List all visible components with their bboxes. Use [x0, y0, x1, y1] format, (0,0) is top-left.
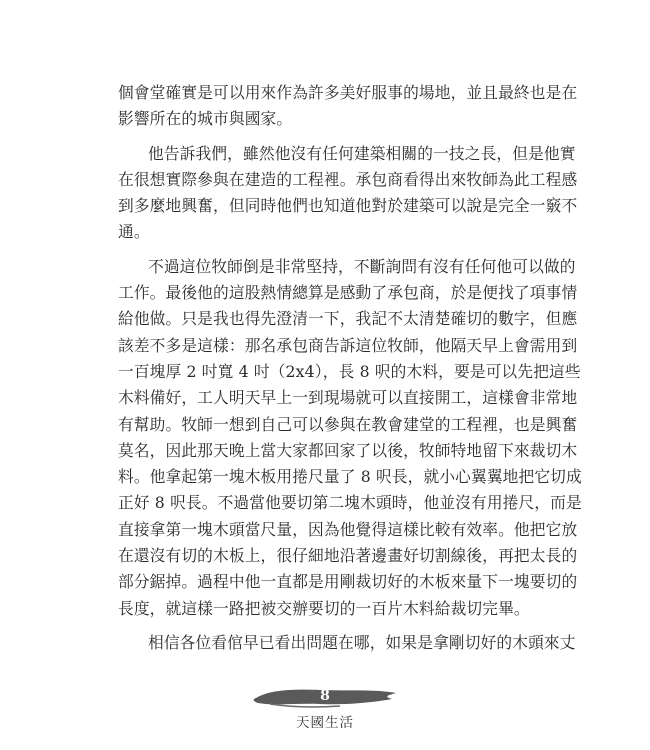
text-line: 正好 8 呎長。不過當他要切第二塊木頭時，他並沒有用捲尺，而是: [118, 493, 582, 513]
text-line: 直接拿第一塊木頭當尺量，因為他覺得這樣比較有效率。他把它放: [118, 519, 578, 539]
text-line: 料。他拿起第一塊木板用捲尺量了 8 呎長，就小心翼翼地把它切成: [118, 467, 582, 487]
text-line: 工作。最後他的這股熱情總算是感動了承包商，於是便找了項事情: [118, 283, 578, 303]
text-line: 影響所在的城市與國家。: [118, 109, 293, 129]
text-line: 他告訴我們，雖然他沒有任何建築相關的一技之長，但是他實: [148, 143, 576, 163]
text-line: 不過這位牧師倒是非常堅持，不斷詢問有沒有任何他可以做的: [148, 256, 576, 276]
page-body: [118, 80, 582, 656]
text-line: 莫名，因此那天晚上當大家都回家了以後，牧師特地留下來裁切木: [118, 440, 578, 460]
text-line: 給他做。只是我也得先澄清一下，我記不太清楚確切的數字，但應: [118, 309, 578, 329]
text-line: 木料備好，工人明天早上一到現場就可以直接開工，這樣會非常地: [118, 388, 578, 408]
text-line: 一百塊厚 2 吋寬 4 吋（2x4），長 8 呎的木料，要是可以先把這些: [118, 361, 581, 381]
text-line: 長度，就這樣一路把被交辦要切的一百片木料給裁切完畢。: [118, 598, 530, 618]
text-line: 相信各位看倌早已看出問題在哪，如果是拿剛切好的木頭來丈: [148, 632, 576, 652]
text-line: 有幫助。牧師一想到自己可以參與在教會建堂的工程裡，也是興奮: [118, 414, 578, 434]
page-number: 8: [320, 688, 330, 704]
text-line: 個會堂確實是可以用來作為許多美好服事的場地，並且最終也是在: [118, 83, 578, 102]
text-line: 在很想實際參與在建造的工程裡。承包商看得出來牧師為此工程感: [118, 169, 578, 189]
book-title: 天國生活: [296, 715, 354, 731]
text-line: 到多麼地興奮，但同時他們也知道他對於建築可以說是完全一竅不: [118, 196, 578, 216]
text-line: 該差不多是這樣：那名承包商告訴這位牧師，他隔天早上會需用到: [118, 335, 578, 355]
text-line: 在還沒有切的木板上，很仔細地沿著邊畫好切割線後，再把太長的: [118, 546, 578, 566]
text-line: 部分鋸掉。過程中他一直都是用剛裁切好的木板來量下一塊要切的: [118, 572, 578, 592]
text-line: 通。: [118, 222, 150, 242]
